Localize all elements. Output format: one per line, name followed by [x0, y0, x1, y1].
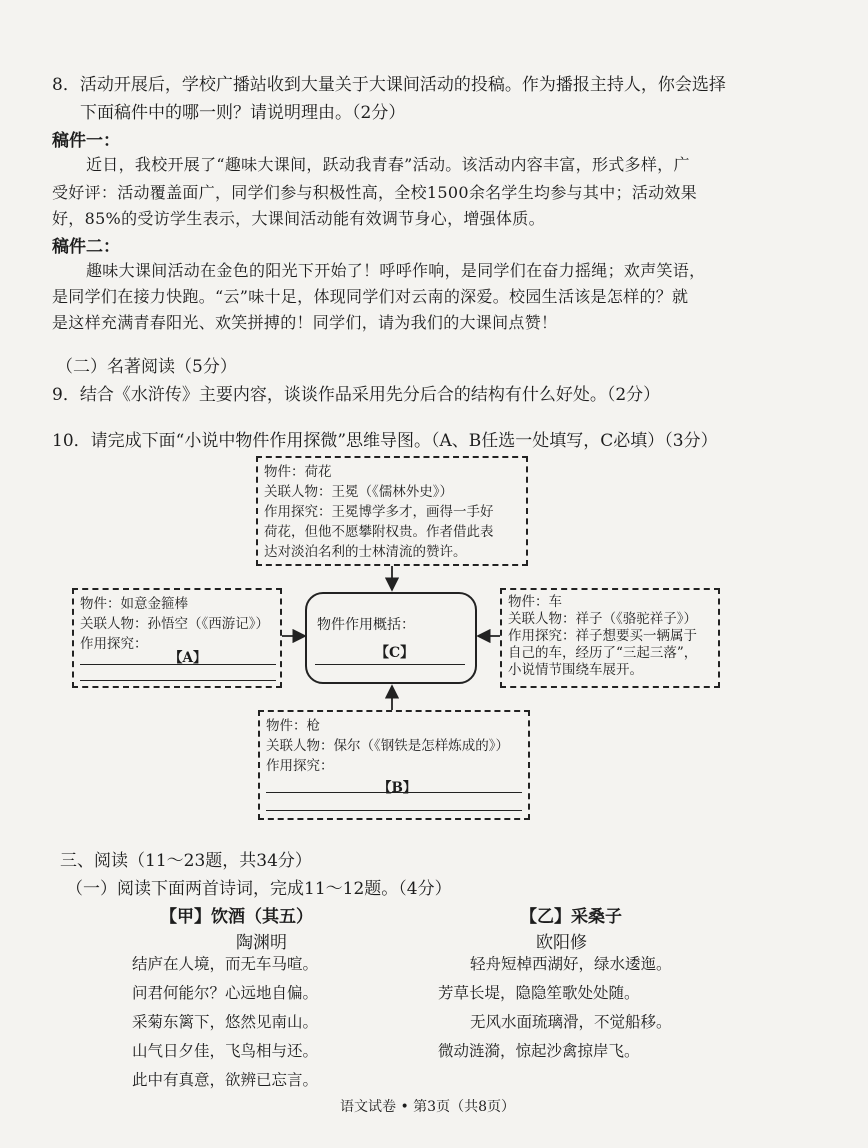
- box-line: 关联人物：祥子（《骆驼祥子》）: [508, 611, 697, 627]
- blank-b-line: [266, 810, 522, 811]
- section-3-heading: 三、阅读（11～23题，共34分）: [60, 851, 312, 871]
- mindmap-box-lotus: [256, 456, 528, 566]
- box-line: 物件：车: [508, 594, 562, 610]
- box-line: 作用探究：祥子想要买一辆属于: [508, 628, 697, 644]
- poem2-line: 轻舟短棹西湖好，绿水逶迤。: [470, 955, 672, 973]
- box-line: 自己的车，经历了“三起三落”，: [508, 645, 698, 661]
- poem1-line: 采菊东篱下，悠然见南山。: [132, 1013, 319, 1031]
- poem2-line: 无风水面琉璃滑，不觉船移。: [470, 1013, 672, 1031]
- blank-b-label: 【B】: [378, 780, 417, 796]
- center-label: 物件作用概括：: [317, 617, 415, 633]
- poem2-title: 【乙】采桑子: [520, 907, 622, 927]
- poem1-line: 结庐在人境，而无车马喧。: [132, 955, 319, 973]
- section-2-heading: （二）名著阅读（5分）: [56, 357, 237, 377]
- poem2-author: 欧阳修: [536, 933, 587, 953]
- section-3-1-heading: （一）阅读下面两首诗词，完成11～12题。（4分）: [66, 879, 452, 899]
- blank-a-label: 【A】: [169, 650, 207, 666]
- poem1-line: 山气日夕佳，飞鸟相与还。: [132, 1042, 319, 1060]
- poem1-line: 此中有真意，欲辨已忘言。: [132, 1071, 319, 1089]
- box-line: 物件：枪: [266, 718, 320, 734]
- box-line: 作用探究：: [266, 758, 334, 774]
- blank-c-line: [315, 664, 465, 665]
- question-8-line2: 下面稿件中的哪一则？请说明理由。（2分）: [80, 103, 406, 123]
- draft1-line: 好，85%的受访学生表示，大课间活动能有效调节身心，增强体质。: [52, 209, 545, 228]
- poem1-title: 【甲】饮酒（其五）: [160, 907, 313, 927]
- blank-a-line: [80, 680, 276, 681]
- box-line: 达对淡泊名利的士林清流的赞许。: [264, 544, 467, 560]
- box-line: 关联人物：孙悟空（《西游记》）: [80, 616, 269, 632]
- mindmap-box-rickshaw: [500, 588, 720, 688]
- poem2-line: 芳草长堤，隐隐笙歌处处随。: [438, 984, 640, 1002]
- draft1-line: 近日，我校开展了“趣味大课间，跃动我青春”活动。该活动内容丰富，形式多样，广: [86, 155, 690, 174]
- box-line: 物件：如意金箍棒: [80, 596, 188, 612]
- box-line: 物件：荷花: [264, 464, 332, 480]
- draft2-line: 趣味大课间活动在金色的阳光下开始了！呼呼作响，是同学们在奋力摇绳；欢声笑语，: [86, 261, 706, 280]
- mindmap-box-gun: [258, 710, 530, 820]
- box-line: 作用探究：: [80, 636, 148, 652]
- blank-c-label: 【C】: [375, 645, 415, 661]
- draft1-title: 稿件一：: [52, 131, 120, 151]
- box-line: 荷花，但他不愿攀附权贵。作者借此表: [264, 524, 494, 540]
- draft2-line: 是同学们在接力快跑。“云”味十足，体现同学们对云南的深爱。校园生活该是怎样的？就: [52, 287, 689, 306]
- blank-a-line: [80, 664, 276, 665]
- mindmap-box-golden-staff: [72, 588, 282, 688]
- draft2-title: 稿件二：: [52, 237, 120, 257]
- draft2-line: 是这样充满青春阳光、欢笑拼搏的！同学们，请为我们的大课间点赞！: [52, 313, 558, 332]
- question-8-line1: 8．活动开展后，学校广播站收到大量关于大课间活动的投稿。作为播报主持人，你会选择: [52, 75, 726, 95]
- mindmap-center-box: [305, 592, 477, 684]
- draft1-line: 受好评：活动覆盖面广，同学们参与积极性高，全校1500余名学生均参与其中；活动效果: [52, 183, 698, 202]
- blank-b-line: [266, 792, 522, 793]
- question-9: 9．结合《水浒传》主要内容，谈谈作品采用先分后合的结构有什么好处。（2分）: [52, 385, 661, 405]
- poem1-body: [132, 950, 318, 1095]
- poem1-line: 问君何能尔？心远地自偏。: [132, 984, 319, 1002]
- box-line: 关联人物：保尔（《钢铁是怎样炼成的》）: [266, 738, 509, 754]
- box-line: 作用探究：王冕博学多才，画得一手好: [264, 504, 494, 520]
- page-footer: 语文试卷 • 第3页（共8页）: [340, 1099, 515, 1115]
- box-line: 小说情节围绕车展开。: [508, 662, 643, 678]
- poem1-author: 陶渊明: [236, 933, 287, 953]
- poem2-line: 微动涟漪，惊起沙禽掠岸飞。: [438, 1042, 640, 1060]
- box-line: 关联人物：王冕（《儒林外史》）: [264, 484, 453, 500]
- question-10: 10．请完成下面“小说中物件作用探微”思维导图。（A、B任选一处填写，C必填）（3分）: [52, 431, 718, 451]
